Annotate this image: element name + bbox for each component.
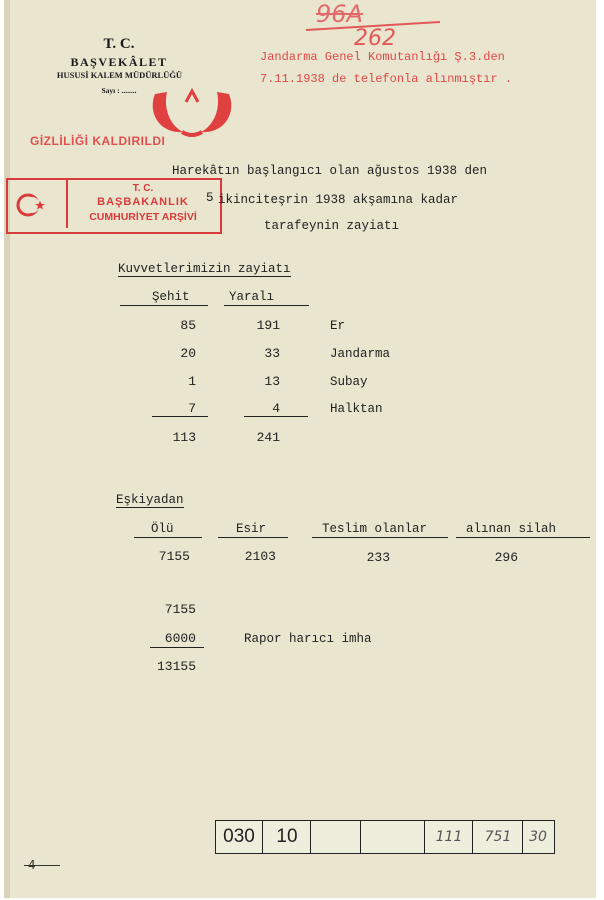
header-department: HUSUSİ KALEM MÜDÜRLÜĞÜ (56, 70, 183, 80)
column-header-esir: Esir (236, 522, 267, 536)
table-row-label: Jandarma (330, 347, 391, 361)
archive-stamp-line-1: T. C. (132, 183, 154, 194)
footer-mark: 4 (28, 858, 36, 872)
archive-code-cell: 30 (529, 829, 547, 845)
table-cell-yarali: 33 (264, 346, 280, 361)
title-page-mark: 5 (206, 191, 214, 205)
archive-code-cell: 751 (474, 821, 523, 853)
archive-code-cell: 111 (426, 821, 473, 853)
archive-code-strip (215, 820, 555, 854)
header-tc: T. C. (103, 36, 135, 52)
table-cell-sehit: 1 (188, 374, 196, 389)
archive-stamp-line-3: CUMHURİYET ARŞİVİ (89, 211, 197, 223)
sum-total: 13155 (156, 659, 196, 674)
table-row-label: Subay (330, 375, 368, 389)
column-header-silah: alınan silah (466, 522, 557, 536)
sum-value-b: 6000 (164, 631, 196, 646)
handwritten-number-bottom: 262 (354, 26, 396, 51)
column-header-olu: Ölü (151, 522, 174, 536)
table-row-label: Er (330, 319, 346, 333)
column-header-yarali: Yaralı (229, 290, 275, 304)
crescent-emblem-icon (147, 88, 237, 140)
title-line-1: Harekâtın başlangıcı olan ağustos 1938 den (172, 164, 488, 178)
table-cell-yarali: 13 (264, 374, 280, 389)
table-cell-sehit: 20 (180, 346, 196, 361)
title-line-2: ikinciteşrin 1938 akşamına kadar (218, 193, 459, 207)
note-line-1: Jandarma Genel Komutanlığı Ş.3.den (260, 50, 505, 64)
sum-value-a: 7155 (164, 602, 196, 617)
crescent-star-icon (14, 190, 50, 220)
archive-code-cell (362, 821, 425, 853)
secrecy-stamp: GİZLİLİĞİ KALDIRILDI (30, 134, 166, 148)
archive-stamp-line-2: BAŞBAKANLIK (97, 196, 189, 208)
column-header-teslim: Teslim olanlar (322, 522, 428, 536)
title-line-3: tarafeynin zayiatı (264, 219, 400, 233)
own-losses-heading: Kuvvetlerimizin zayiatı (118, 262, 291, 276)
total-sehit: 113 (172, 430, 196, 445)
column-header-sehit: Şehit (152, 290, 190, 304)
note-line-2: 7.11.1938 de telefonla alınmıştır . (260, 72, 513, 86)
archive-stamp (6, 178, 222, 234)
document-page (4, 0, 596, 898)
total-yarali: 241 (256, 430, 280, 445)
archive-code-cell (312, 821, 361, 853)
archive-code-cell: 030 (216, 821, 263, 853)
value-silah: 296 (494, 550, 518, 565)
value-teslim: 233 (366, 550, 390, 565)
handwritten-number-top: 96A (316, 0, 363, 28)
handwritten-strike-line (304, 16, 444, 36)
sum-b-label: Rapor harıcı imha (244, 632, 372, 646)
table-cell-sehit: 85 (180, 318, 196, 333)
archive-code-cell: 10 (264, 821, 311, 853)
table-row-label: Halktan (330, 402, 383, 416)
table-cell-yarali: 191 (256, 318, 280, 333)
table-cell-sehit: 7 (188, 401, 196, 416)
header-sayi: Sayı : ........ (101, 86, 137, 95)
value-olu: 7155 (158, 549, 190, 564)
header-office: BAŞVEKÂLET (70, 55, 168, 69)
table-cell-yarali: 4 (272, 401, 280, 416)
value-esir: 2103 (244, 549, 276, 564)
bandit-losses-heading: Eşkiyadan (116, 493, 184, 507)
